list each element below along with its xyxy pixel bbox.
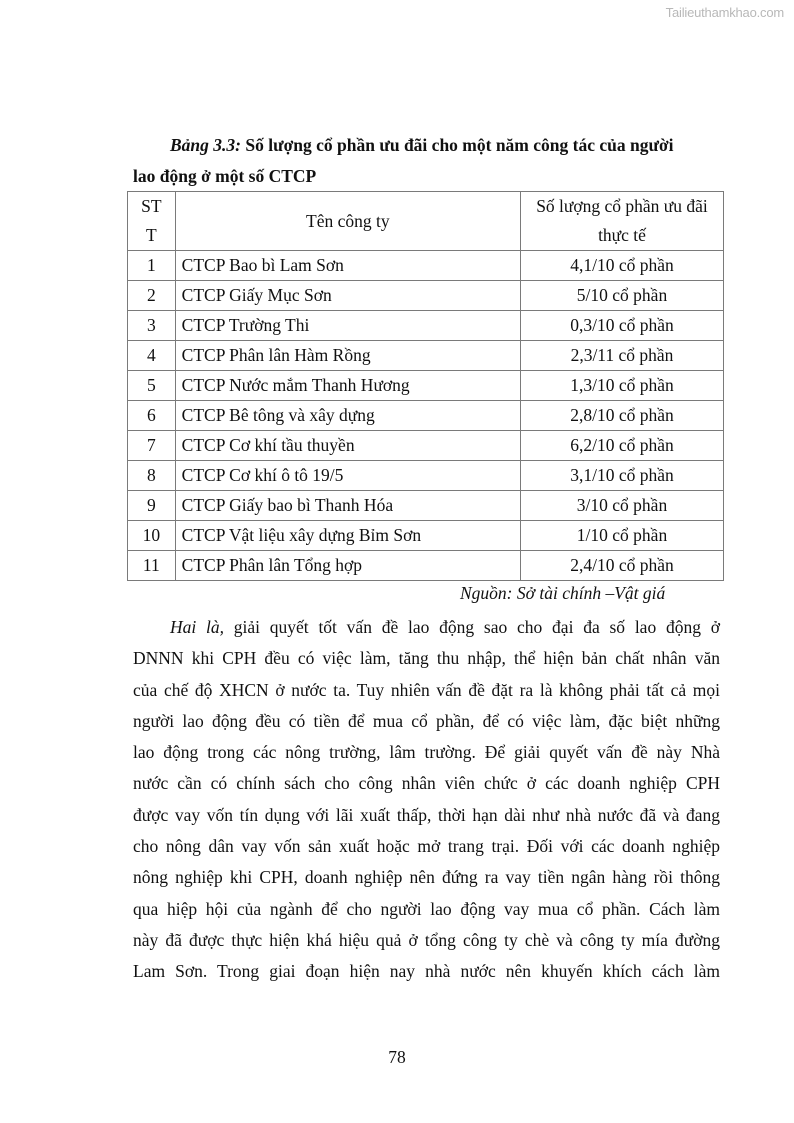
cell-name: CTCP Cơ khí tầu thuyền — [175, 431, 520, 461]
paragraph-line: DNNN khi CPH đều có việc làm, tăng thu nhập, thể hiện bản chất nhân văn — [133, 648, 720, 669]
page-number: 78 — [388, 1047, 406, 1067]
table-row — [128, 551, 724, 581]
cell-value: 1/10 cổ phần — [521, 521, 724, 551]
paragraph-line: người lao động đều có tiền để mua cổ phần, để có việc làm, đặc biệt những — [133, 710, 720, 731]
cell-stt: 2 — [128, 281, 176, 311]
cell-stt: 8 — [128, 461, 176, 491]
cell-name: CTCP Phân lân Hàm Rồng — [175, 341, 520, 371]
header-share-count: Số lượng cổ phần ưu đãi thực tế — [521, 192, 724, 251]
cell-name: CTCP Bao bì Lam Sơn — [175, 251, 520, 281]
cell-stt: 7 — [128, 431, 176, 461]
paragraph-line: lao động trong các nông trường, lâm trường. Để giải quyết vấn đề này Nhà — [133, 742, 720, 763]
table-row — [128, 251, 724, 281]
table-row — [128, 281, 724, 311]
table-row — [128, 401, 724, 431]
header-company-name: Tên công ty — [175, 192, 520, 251]
shares-table — [127, 191, 724, 581]
watermark: Tailieuthamkhao.com — [665, 5, 784, 20]
cell-name: CTCP Bê tông và xây dựng — [175, 401, 520, 431]
paragraph-line: qua hiệp hội của ngành để cho người lao động vay mua cổ phần. Cách làm — [133, 898, 720, 919]
cell-stt: 3 — [128, 311, 176, 341]
cell-value: 2,3/11 cổ phần — [521, 341, 724, 371]
caption-title-line2: lao động ở một số CTCP — [133, 166, 317, 186]
cell-value: 2,8/10 cổ phần — [521, 401, 724, 431]
caption-title-line1: Số lượng cổ phần ưu đãi cho một năm công tác của người — [240, 135, 674, 155]
table-source-note: Nguồn: Sở tài chính –Vật giá — [460, 583, 666, 603]
paragraph-lead: Hai là, — [170, 617, 225, 637]
table-header-row — [128, 192, 724, 251]
table-row — [128, 341, 724, 371]
cell-value: 4,1/10 cổ phần — [521, 251, 724, 281]
cell-stt: 1 — [128, 251, 176, 281]
cell-name: CTCP Giấy Mục Sơn — [175, 281, 520, 311]
cell-value: 5/10 cổ phần — [521, 281, 724, 311]
paragraph-line: này đã được thực hiện khá hiệu quả ở tổng công ty chè và công ty mía đường — [133, 929, 720, 950]
paragraph-line: của chế độ XHCN ở nước ta. Tuy nhiên vấn đề đặt ra là không phải tất cả mọi — [133, 679, 720, 700]
table-caption — [133, 130, 723, 192]
table-row — [128, 311, 724, 341]
table-row — [128, 461, 724, 491]
paragraph-line: Hai là, giải quyết tốt vấn đề lao động sao cho đại đa số lao động ở — [170, 617, 720, 637]
table-row — [128, 521, 724, 551]
cell-name: CTCP Giấy bao bì Thanh Hóa — [175, 491, 520, 521]
cell-stt: 9 — [128, 491, 176, 521]
table-row — [128, 431, 724, 461]
caption-label: Bảng 3.3: — [170, 135, 241, 155]
cell-stt: 4 — [128, 341, 176, 371]
cell-value: 1,3/10 cổ phần — [521, 371, 724, 401]
paragraph-line: nông nghiệp khi CPH, doanh nghiệp nên đứng ra vay tiền ngân hàng rồi thông — [133, 867, 720, 888]
cell-stt: 6 — [128, 401, 176, 431]
paragraph-line: được vay vốn tín dụng với lãi xuất thấp, thời hạn dài như nhà nước đã và đang — [133, 804, 720, 825]
cell-name: CTCP Trường Thi — [175, 311, 520, 341]
cell-value: 2,4/10 cổ phần — [521, 551, 724, 581]
paragraph-line: nước cần có chính sách cho công nhân viên chức ở các doanh nghiệp CPH — [133, 773, 720, 794]
cell-name: CTCP Nước mắm Thanh Hương — [175, 371, 520, 401]
cell-name: CTCP Phân lân Tổng hợp — [175, 551, 520, 581]
cell-stt: 10 — [128, 521, 176, 551]
cell-stt: 5 — [128, 371, 176, 401]
cell-value: 3/10 cổ phần — [521, 491, 724, 521]
table-row — [128, 491, 724, 521]
cell-stt: 11 — [128, 551, 176, 581]
cell-value: 3,1/10 cổ phần — [521, 461, 724, 491]
header-stt: ST T — [128, 192, 176, 251]
cell-value: 0,3/10 cổ phần — [521, 311, 724, 341]
cell-value: 6,2/10 cổ phần — [521, 431, 724, 461]
cell-name: CTCP Cơ khí ô tô 19/5 — [175, 461, 520, 491]
paragraph-line: cho nông dân vay vốn sản xuất hoặc mở trang trại. Đối với các doanh nghiệp — [133, 836, 720, 857]
table-row — [128, 371, 724, 401]
body-paragraph — [133, 612, 720, 988]
paragraph-line: Lam Sơn. Trong giai đoạn hiện nay nhà nước nên khuyến khích cách làm — [133, 961, 720, 982]
cell-name: CTCP Vật liệu xây dựng Bỉm Sơn — [175, 521, 520, 551]
